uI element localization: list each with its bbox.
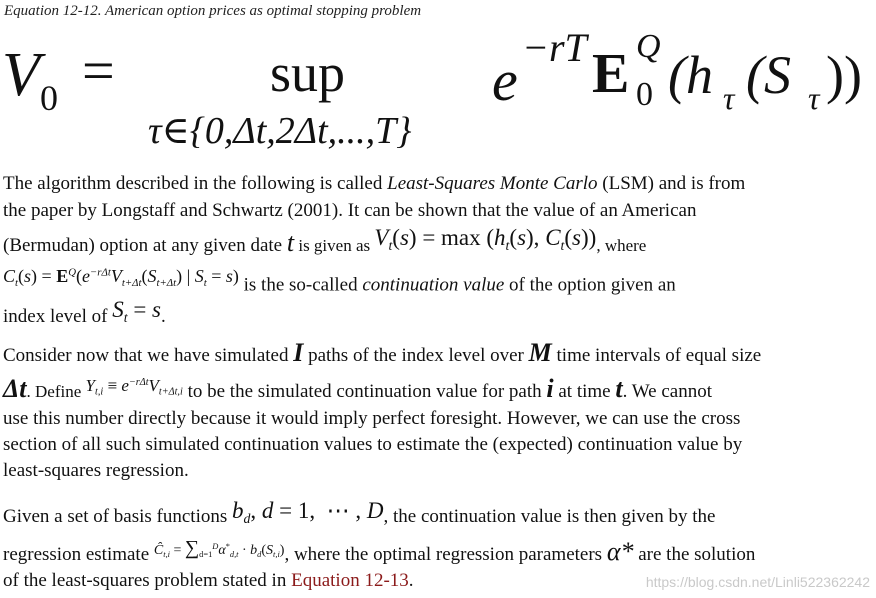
p1-line1	[3, 171, 745, 197]
eq-sup-constraint: τ∈{0,Δt,2Δt,...,T}	[148, 110, 412, 152]
math-M: M	[528, 338, 552, 367]
basis-formula: $b_d$, d = 1, ⋯ , D	[232, 498, 384, 526]
text: .	[161, 306, 166, 327]
p2-line5: least-squares regression.	[3, 460, 189, 481]
eq-sup-operator: sup	[270, 43, 346, 103]
p2-line1	[3, 340, 761, 369]
p1-line5	[3, 297, 166, 336]
text: index level of	[3, 306, 113, 327]
math-dt: Δt	[3, 374, 27, 404]
text: time intervals of equal size	[551, 345, 762, 366]
eq-arg-sub1: τ	[723, 80, 735, 116]
eq-arg-open: (h	[668, 45, 713, 105]
eq-lhs: V	[2, 41, 40, 109]
text: The algorithm described in the following is called	[3, 173, 388, 194]
p3-line1	[3, 498, 716, 536]
equation-caption: Equation 12-12. American option prices as optimal stopping problem	[4, 3, 422, 19]
text: .	[408, 570, 414, 591]
eq-arg-sub2: τ	[808, 80, 820, 116]
continuation-term: continuation value	[362, 274, 505, 296]
eq-arg-close: ))	[826, 45, 862, 105]
math-t: t	[286, 228, 295, 257]
text: of the least-squares problem stated in	[3, 570, 292, 591]
value-formula: $V_t(s) = \max (h_t(s)$, $C_t(s)$)	[374, 225, 597, 253]
p1-line2: the paper by Longstaff and Schwartz (2001). It can be shown that the value of an American	[3, 200, 697, 221]
eq-expectation-sup: Q	[636, 28, 661, 65]
math-alpha: α*	[606, 537, 634, 566]
math-i: i	[546, 374, 554, 404]
index-formula: $S_t = s$	[112, 297, 161, 325]
eq-expectation: E	[592, 43, 630, 105]
text: (LSM) and is from	[597, 173, 746, 194]
text: is the so-called	[238, 274, 363, 296]
regression-formula: Ĉt,i = ∑d=1Dα*d,t · bd(St,i)	[153, 537, 285, 559]
text: at time	[553, 381, 616, 403]
eq-equals: =	[82, 38, 115, 103]
text: , the continuation value is then given by the	[383, 506, 716, 527]
text: Consider now that we have simulated	[3, 345, 294, 366]
text: are the solution	[633, 544, 756, 565]
p3-line3	[3, 568, 414, 594]
watermark: https://blog.csdn.net/Linli522362242	[645, 574, 870, 590]
equation-12-13-link[interactable]: Equation 12-13	[291, 570, 409, 591]
text: regression estimate	[3, 544, 154, 565]
eq-expectation-sub: 0	[636, 76, 653, 113]
text: , where	[596, 236, 647, 255]
eq-exp-base: e	[492, 48, 518, 113]
text: is given as	[294, 236, 375, 255]
lsm-term: Least-Squares Monte Carlo	[387, 173, 598, 194]
p1-line3	[3, 225, 647, 265]
text: . We cannot	[622, 381, 712, 403]
eq-arg-mid: (S	[746, 45, 791, 105]
math-I: I	[293, 338, 304, 367]
optimal-stopping-equation	[0, 22, 876, 162]
eq-lhs-sub: 0	[40, 78, 58, 118]
p2-line4: section of all such simulated continuation values to estimate the (expected) continuation value by	[3, 434, 743, 455]
continuation-formula: $C_t(s) = E^Q(e^{-r\Delta t}V_{t+\Delta t}(S_{t+\Delta t})$ | $S_t = s$)	[3, 266, 239, 290]
text: paths of the index level over	[303, 345, 529, 366]
y-formula: $Y_{t,i} \equiv e^{-r\Delta t}V_{t+\Delta t,i}$	[85, 376, 183, 398]
math-t2: t	[615, 374, 623, 404]
text: (Bermudan) option at any given date	[3, 235, 287, 256]
p2-line3: use this number directly because it would imply perfect foresight. However, we can use the cross	[3, 408, 741, 429]
text: Given a set of basis functions	[3, 506, 233, 527]
text: to be the simulated continuation value for path	[182, 381, 547, 403]
text: of the option given an	[504, 274, 676, 296]
p1-line4	[3, 268, 676, 304]
text: , where the optimal regression parameters	[284, 544, 607, 565]
eq-exp-power: −rT	[522, 25, 587, 70]
text: . Define	[26, 382, 86, 402]
